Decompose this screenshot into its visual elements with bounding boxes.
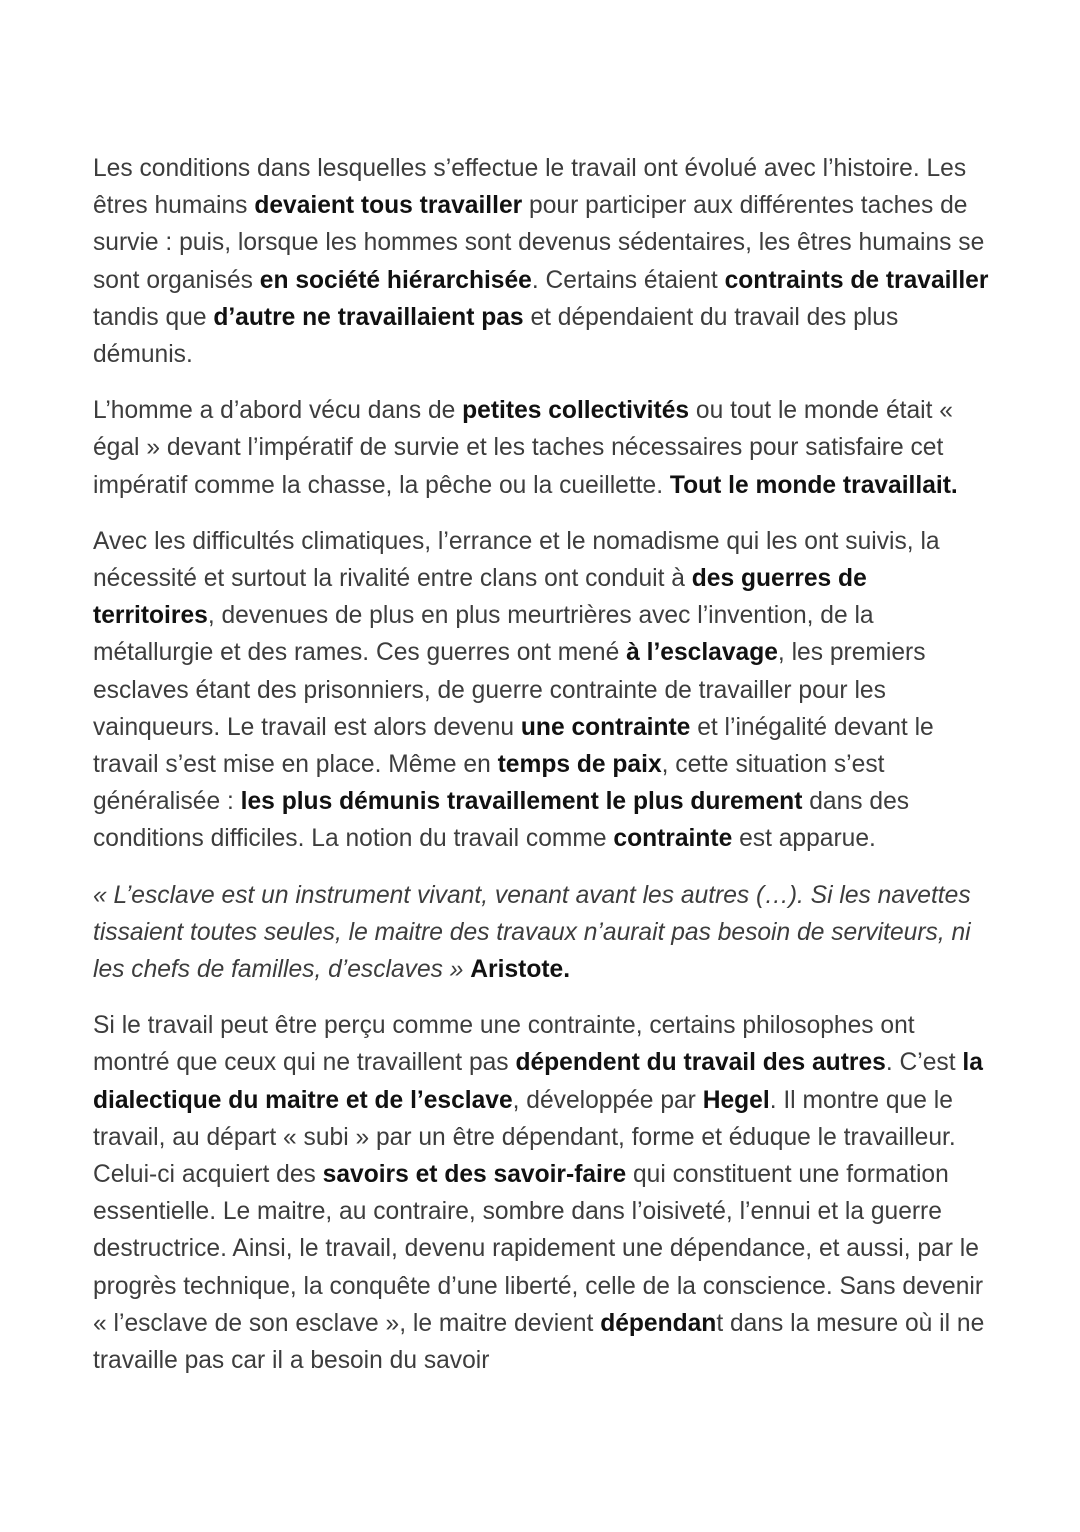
text-segment: ou tout le monde était « égal » devant l’impératif de survie et les taches nécessaires pour satisfaire cet impératif comme la chasse, la pêche ou la cueillette.: [93, 397, 953, 499]
bold-segment: en société hiérarchisée: [259, 266, 532, 294]
paragraph-collectivites: [93, 392, 993, 504]
bold-segment: dépendan: [600, 1309, 717, 1337]
aristote-quote: [93, 877, 993, 989]
text-segment: , développée par: [512, 1086, 703, 1114]
bold-segment: petites collectivités: [462, 397, 690, 425]
text-segment: tandis que: [93, 303, 214, 331]
text-segment: et dépendaient du travail des plus démunis.: [93, 303, 899, 369]
bold-segment: dépendent du travail des autres: [515, 1049, 886, 1077]
paragraph-dialectique: [93, 1007, 993, 1379]
quote-author: Aristote.: [470, 956, 571, 984]
bold-segment: des guerres de territoires: [93, 565, 867, 630]
text-segment: , devenues de plus en plus meurtrières avec l’invention, de la métallurgie et des rames. Ces guerres ont mené: [93, 602, 874, 667]
quote-text: « L’esclave est un instrument vivant, venant avant les autres (…). Si les navettes tissaient toutes seules, le maitre des travaux n’aurait pas besoin de serviteurs, ni les chefs de familles, d’esclaves »: [93, 881, 971, 984]
bold-segment: Hegel: [702, 1086, 770, 1114]
bold-segment: une contrainte: [520, 713, 691, 741]
text-segment: L’homme a d’abord vécu dans de: [93, 397, 463, 425]
text-segment: Les conditions dans lesquelles s’effectue le travail ont évolué avec l’histoire. Les êtres humains: [93, 155, 967, 220]
paragraph-guerres: [93, 523, 993, 858]
document-page: [93, 150, 993, 1398]
text-segment: . Certains étaient: [531, 266, 725, 294]
text-segment: , les premiers esclaves étant des prisonniers, de guerre contrainte de travailler pour les vainqueurs. Le travail est alors devenu: [93, 639, 926, 741]
text-segment: , cette situation s’est généralisée :: [93, 751, 885, 816]
bold-segment: devaient tous travailler: [254, 192, 523, 220]
bold-segment: la dialectique du maitre et de l’esclave: [93, 1049, 983, 1114]
bold-segment: temps de paix: [497, 751, 662, 779]
text-segment: t dans la mesure où il ne travaille pas car il a besoin du savoir: [93, 1309, 985, 1375]
bold-segment: Tout le monde travaillait.: [669, 471, 958, 499]
bold-segment: à l’esclavage: [626, 639, 778, 667]
bold-segment: contrainte: [613, 825, 733, 853]
text-segment: est apparue.: [732, 825, 876, 853]
bold-segment: les plus démunis travaillement le plus durement: [240, 788, 803, 816]
text-segment: . C’est: [885, 1049, 963, 1077]
text-segment: pour participer aux différentes taches de survie : puis, lorsque les hommes sont devenus sédentaires, les êtres humains se sont organisés: [93, 192, 985, 294]
text-segment: Avec les difficultés climatiques, l’errance et le nomadisme qui les ont suivis, la nécessité et surtout la rivalité entre clans ont conduit à: [93, 527, 940, 593]
bold-segment: savoirs et des savoir-faire: [322, 1161, 627, 1189]
text-segment: Si le travail peut être perçu comme une contrainte, certains philosophes ont montré que ceux qui ne travaillent pas: [93, 1012, 915, 1077]
paragraph-conditions: [93, 150, 993, 373]
text-segment: qui constituent une formation essentielle. Le maitre, au contraire, sombre dans l’oisiveté, l’ennui et la guerre destructrice. Ainsi, le travail, devenu rapidement une dépendance, et aussi, par le progrès technique, la conquête d’une liberté, celle de la conscience. Sans devenir « l’esclave de son esclave », le maitre devient: [93, 1161, 984, 1337]
bold-segment: d’autre ne travaillaient pas: [213, 303, 524, 331]
text-segment: et l’inégalité devant le travail s’est mise en place. Même en: [93, 713, 934, 779]
text-segment: dans des conditions difficiles. La notion du travail comme: [93, 788, 910, 853]
bold-segment: contraints de travailler: [724, 266, 989, 294]
text-segment: . Il montre que le travail, au départ « subi » par un être dépendant, forme et éduque le travailleur. Celui-ci acquiert des: [93, 1086, 956, 1189]
